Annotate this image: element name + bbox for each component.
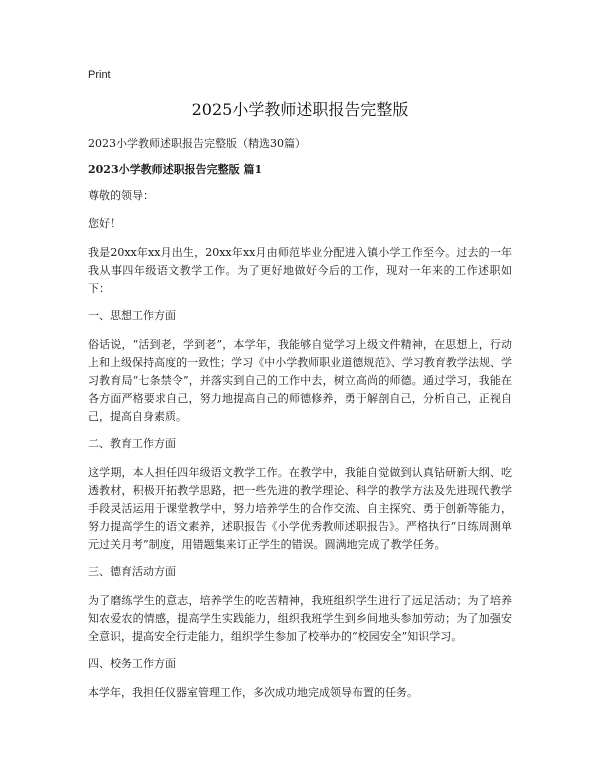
paragraph-teaching: 这学期，本人担任四年级语文教学工作。在教学中，我能自觉做到认真钻研新大纲、吃透教材，积极开拓教学思路，把一些先进的教学理论、科学的教学方法及先进现代教学手段灵活运用于课堂教学中，努力培养学生的合作交流、自主探究、勇于创新等能力，努力提高学生的语文素养，述职报告《小学优秀教师述职报告》。严格执行“日练周测单元过关月考”制度，用错题集来订正学生的错误。圆满地完成了教学任务。 — [88, 466, 512, 551]
section-title: 2023小学教师述职报告完整版 篇1 — [88, 163, 263, 176]
salutation: 您好！ — [88, 217, 121, 230]
paragraph-moral: 为了磨练学生的意志，培养学生的吃苦精神，我班组织学生进行了远足活动；为了培养知农爱农的情感，提高学生实践能力，组织我班学生到乡间地头参加劳动；为了加强安全意识，提高安全行走能力，组织学生参加了校举办的“校园安全”知识学习。 — [88, 594, 512, 643]
heading-ideology: 一、思想工作方面 — [88, 309, 176, 322]
greeting: 尊敬的领导： — [88, 189, 154, 202]
heading-moral: 三、德育活动方面 — [88, 565, 176, 578]
paragraph-ideology: 俗话说，“活到老，学到老”，本学年，我能够自觉学习上级文件精神，在思想上，行动上和上级保持高度的一致性；学习《中小学教师职业道德规范》、学习教育教学法规、学习教育局“七条禁令”，并落实到自己的工作中去，树立高尚的师德。通过学习，我能在各方面严格要求自己，努力地提高自己的师德修养，勇于解剖自己，分析自己，正视自己，提高自身素质。 — [88, 338, 512, 423]
paragraph-school-affairs: 本学年，我担任仪器室管理工作，多次成功地完成领导布置的任务。 — [88, 686, 418, 699]
heading-school-affairs: 四、校务工作方面 — [88, 657, 176, 670]
print-label: Print — [88, 69, 111, 81]
heading-teaching: 二、教育工作方面 — [88, 437, 176, 450]
document-title: 2025小学教师述职报告完整版 — [191, 100, 409, 119]
intro-paragraph: 我是20xx年xx月出生，20xx年xx月由师范毕业分配进入镇小学工作至今。过去的一年我从事四年级语文教学工作。为了更好地做好今后的工作，现对一年来的工作述职如下： — [88, 246, 512, 295]
document-subtitle: 2023小学教师述职报告完整版（精选30篇） — [88, 137, 306, 150]
